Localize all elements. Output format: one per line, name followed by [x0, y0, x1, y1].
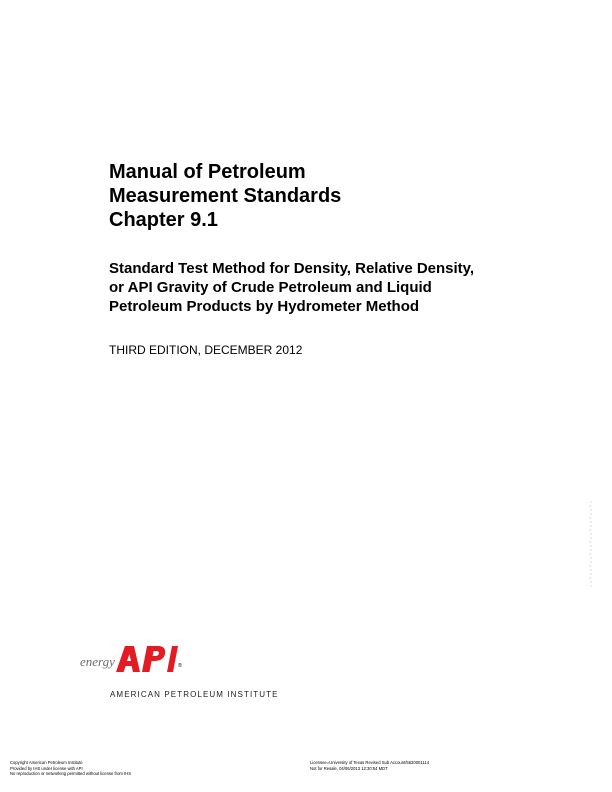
institute-name: AMERICAN PETROLEUM INSTITUTE: [110, 690, 279, 699]
subtitle-line-2: or API Gravity of Crude Petroleum and Liquid: [109, 279, 432, 296]
footer-license: [310, 760, 429, 771]
subtitle-line-1: Standard Test Method for Density, Relative Density,: [109, 260, 475, 277]
footer-right-line-1: Licensee=University of Texas Revised Sub Account/5620001114: [310, 760, 430, 765]
title-line-1: Manual of Petroleum: [109, 161, 306, 183]
subtitle-line-3: Petroleum Products by Hydrometer Method: [109, 298, 420, 315]
footer-left-line-2: Provided by IHS under license with API: [10, 765, 83, 771]
edition-text: THIRD EDITION, DECEMBER 2012: [109, 343, 303, 357]
api-logo-icon: [114, 646, 178, 672]
side-watermark-dots: [588, 500, 594, 590]
footer-left-line-3: No reproduction or networking permitted without license from IHS: [10, 771, 132, 776]
footer-copyright: [10, 760, 131, 777]
registered-mark: ®: [178, 663, 182, 669]
energy-wordmark: energy: [80, 654, 115, 669]
title-line-2: Measurement Standards: [109, 185, 342, 207]
document-title: [109, 160, 569, 232]
document-subtitle: [109, 259, 579, 316]
footer-right-line-2: Not for Resale, 04/06/2013 12:30:54 MDT: [310, 765, 388, 771]
footer-left-line-1: Copyright American Petroleum Institute: [10, 760, 83, 765]
title-line-3: Chapter 9.1: [109, 209, 218, 231]
api-logo: [74, 646, 284, 706]
